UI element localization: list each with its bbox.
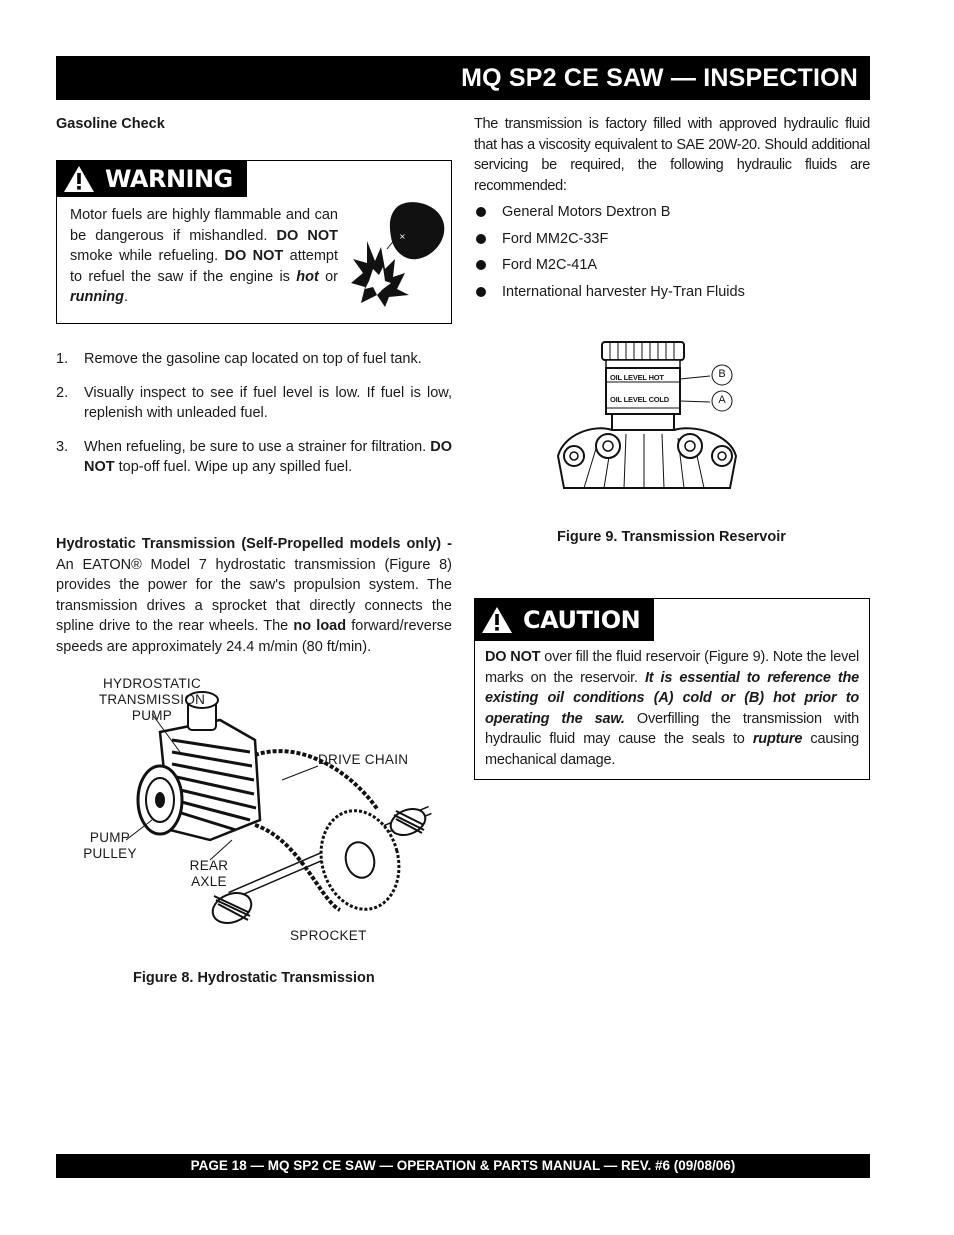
page-header [56,56,870,100]
caution-label-text: CAUTION [523,606,641,634]
list-item: 2. Visually inspect to see if fuel level is low. If fuel is low, replenish with unleaded fuel. [56,384,452,421]
list-item: International harvester Hy-Tran Fluids [474,282,870,309]
bullet-icon [476,260,486,270]
marker-b: B [718,368,726,380]
gasoline-steps-list [56,349,452,478]
fluids-list [474,202,870,308]
list-item: Ford M2C-41A [474,255,870,282]
label-rear-axle: REAR AXLE [189,858,229,889]
hydrostatic-heading: Hydrostatic Transmission (Self-Propelled models only) - [56,536,452,552]
list-item: 3. When refueling, be sure to use a strainer for filtration. DO NOT top-off fuel. Wipe up any spilled fuel. [56,438,452,475]
warning-label [57,161,247,197]
caution-box [474,598,870,780]
caution-label [475,599,654,641]
warning-text: Motor fuels are highly flammable and can be dangerous if mishandled. DO NOT smoke while refueling. DO NOT attempt to refuel the saw if the engine is hot or running. [70,207,338,305]
label-drive-chain: DRIVE CHAIN [318,752,409,767]
list-item: General Motors Dextron B [474,202,870,229]
caution-triangle-icon [481,606,513,634]
bullet-icon [476,234,486,244]
warning-box [56,160,452,324]
hydrostatic-paragraph: Hydrostatic Transmission (Self-Propelled models only) - An EATON® Model 7 hydrostatic transmission (Figure 8) provides the power for the saw's propulsion system. The transmission drives a sprocket that directly connects the spline drive to the rear wheels. The no load forward/reverse speeds are approximately 24.4 m/min (80 ft/min). [56,536,452,655]
bullet-icon [476,207,486,217]
list-item: Ford MM2C-33F [474,229,870,256]
label-pump-pulley: PUMP PULLEY [83,830,137,861]
figure-9-diagram [554,338,744,508]
transmission-intro: The transmission is factory filled with approved hydraulic fluid that has a viscosity equivalent to SAE 20W-20. Should additional servicing be required, the following hydraulic fluids are recommended: [474,116,870,194]
figure-9-caption: Figure 9. Transmission Reservoir [557,529,786,545]
warning-label-text: WARNING [105,165,233,193]
oil-level-cold-label: OIL LEVEL COLD [610,395,670,404]
label-hydrostatic-pump: HYDROSTATIC TRANSMISSION PUMP [98,676,206,723]
label-sprocket: SPROCKET [290,928,367,943]
transmission-reservoir-drawing [554,338,744,508]
bullet-icon [476,287,486,297]
page-footer [56,1154,870,1178]
marker-a: A [718,394,726,406]
oil-level-hot-label: OIL LEVEL HOT [610,373,664,382]
fuel-explosion-icon [347,199,447,309]
caution-text: DO NOT over fill the fluid reservoir (Figure 9). Note the level marks on the reservoir. It is essential to reference the existing oil conditions (A) cold or (B) hot prior to operating the saw. Overfilling the transmission with hydraulic fluid may cause the seals to rupture causing mechanical damage. [485,649,860,768]
list-item: 1. Remove the gasoline cap located on top of fuel tank. [56,351,422,367]
page-title: MQ SP2 CE SAW — INSPECTION [461,64,858,92]
gasoline-check-heading: Gasoline Check [56,116,165,132]
footer-text: PAGE 18 — MQ SP2 CE SAW — OPERATION & PARTS MANUAL — REV. #6 (09/08/06) [190,1158,736,1173]
svg-text:×: × [399,232,406,241]
figure-8-caption: Figure 8. Hydrostatic Transmission [133,970,375,986]
figure-8-diagram [60,670,450,950]
warning-triangle-icon [63,165,95,193]
